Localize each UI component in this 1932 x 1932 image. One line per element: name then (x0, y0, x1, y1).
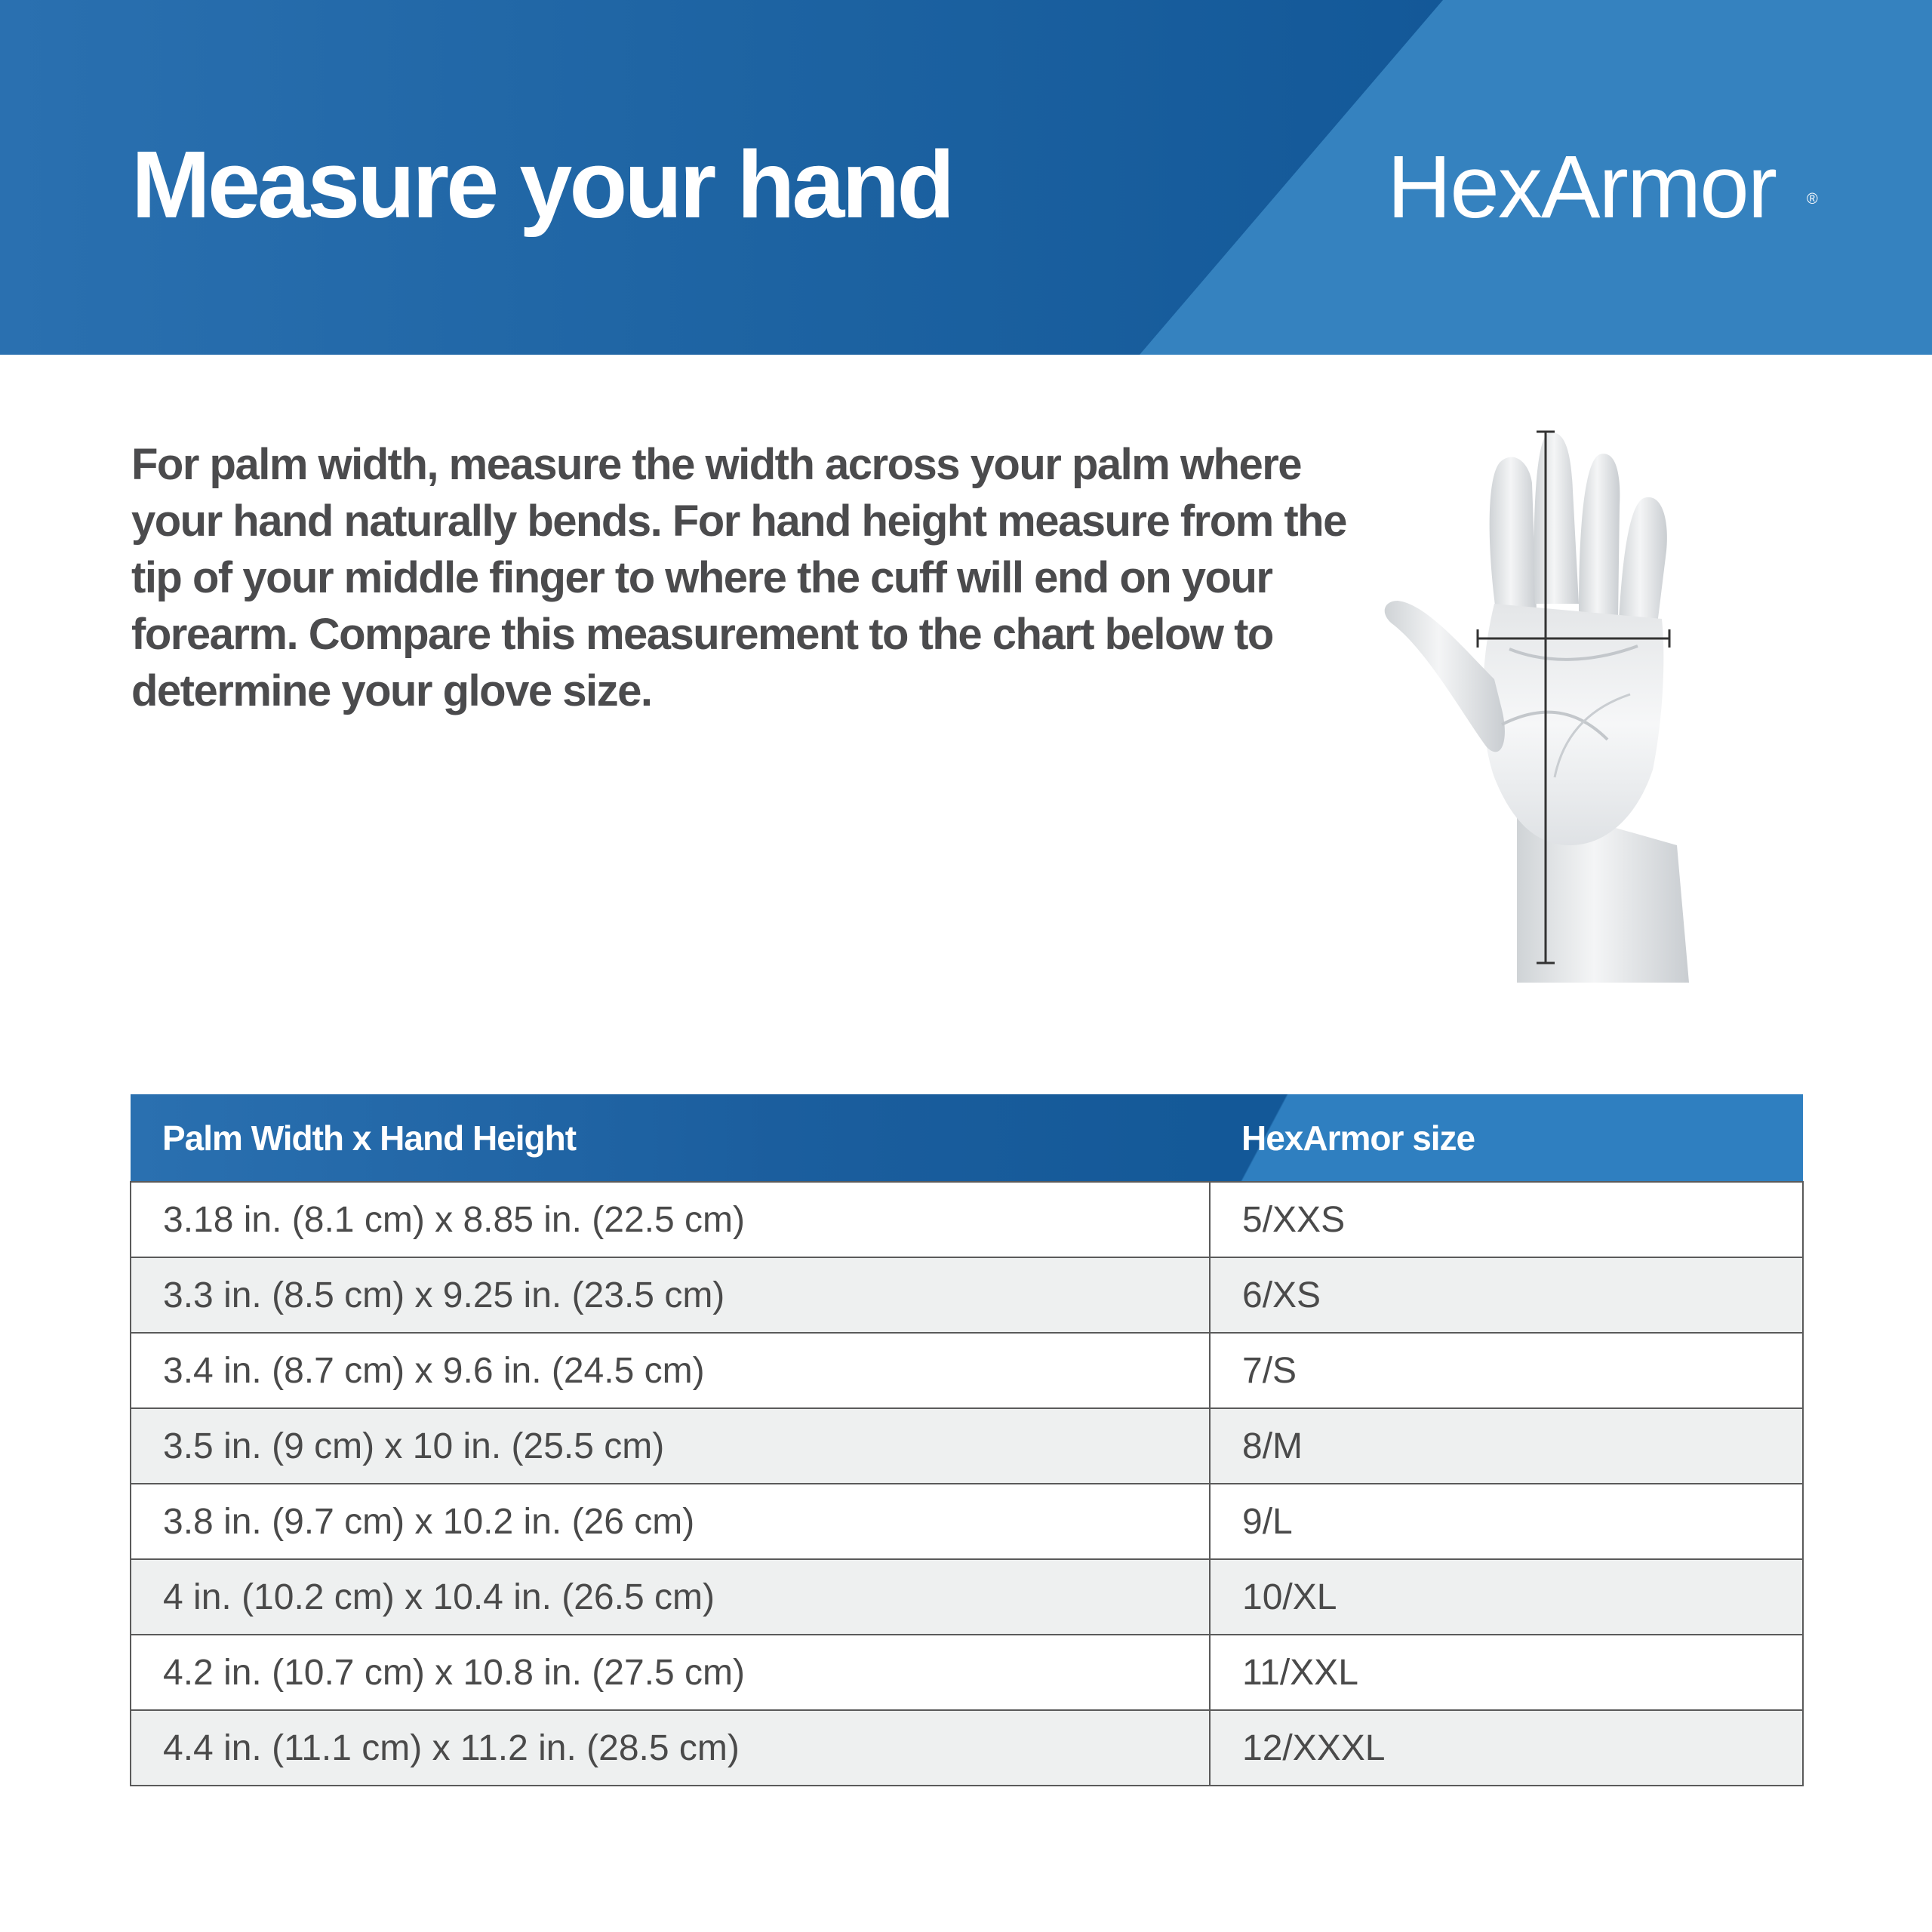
column-header-measurements: Palm Width x Hand Height (131, 1094, 1210, 1182)
table-row (131, 1710, 1803, 1786)
table-row (131, 1333, 1803, 1408)
size-cell: 11/XXL (1210, 1635, 1803, 1710)
table-row (131, 1635, 1803, 1710)
size-cell: 9/L (1210, 1484, 1803, 1559)
table-row (131, 1182, 1803, 1257)
size-chart-table (130, 1094, 1804, 1786)
size-cell: 7/S (1210, 1333, 1803, 1408)
header-banner (0, 0, 1932, 355)
registered-mark: ® (1807, 191, 1818, 208)
measurement-instructions: For palm width, measure the width across your palm where your hand naturally bends. For hand height measure from the tip of your middle finger to where the cuff will end on your forearm. Compare this measurement to the chart below to determine your glove size. (131, 440, 1346, 715)
measurement-cell: 4.4 in. (11.1 cm) x 11.2 in. (28.5 cm) (131, 1710, 1210, 1786)
size-cell: 5/XXS (1210, 1182, 1803, 1257)
hand-measurement-icon (1381, 423, 1698, 996)
size-cell: 10/XL (1210, 1559, 1803, 1635)
measurement-cell: 3.4 in. (8.7 cm) x 9.6 in. (24.5 cm) (131, 1333, 1210, 1408)
table-header-row (131, 1094, 1803, 1182)
column-header-size: HexArmor size (1210, 1094, 1803, 1182)
size-cell: 6/XS (1210, 1257, 1803, 1333)
table-row (131, 1408, 1803, 1484)
measurement-cell: 4 in. (10.2 cm) x 10.4 in. (26.5 cm) (131, 1559, 1210, 1635)
measurement-cell: 3.18 in. (8.1 cm) x 8.85 in. (22.5 cm) (131, 1182, 1210, 1257)
measurement-cell: 3.3 in. (8.5 cm) x 9.25 in. (23.5 cm) (131, 1257, 1210, 1333)
hexarmor-logo (1387, 134, 1818, 240)
table-row (131, 1559, 1803, 1635)
measurement-cell: 3.5 in. (9 cm) x 10 in. (25.5 cm) (131, 1408, 1210, 1484)
size-cell: 8/M (1210, 1408, 1803, 1484)
page-title: Measure your hand (131, 131, 952, 238)
logo-text: HexArmor (1387, 137, 1777, 237)
measurement-cell: 4.2 in. (10.7 cm) x 10.8 in. (27.5 cm) (131, 1635, 1210, 1710)
table-row (131, 1484, 1803, 1559)
table-row (131, 1257, 1803, 1333)
measurement-cell: 3.8 in. (9.7 cm) x 10.2 in. (26 cm) (131, 1484, 1210, 1559)
size-cell: 12/XXXL (1210, 1710, 1803, 1786)
